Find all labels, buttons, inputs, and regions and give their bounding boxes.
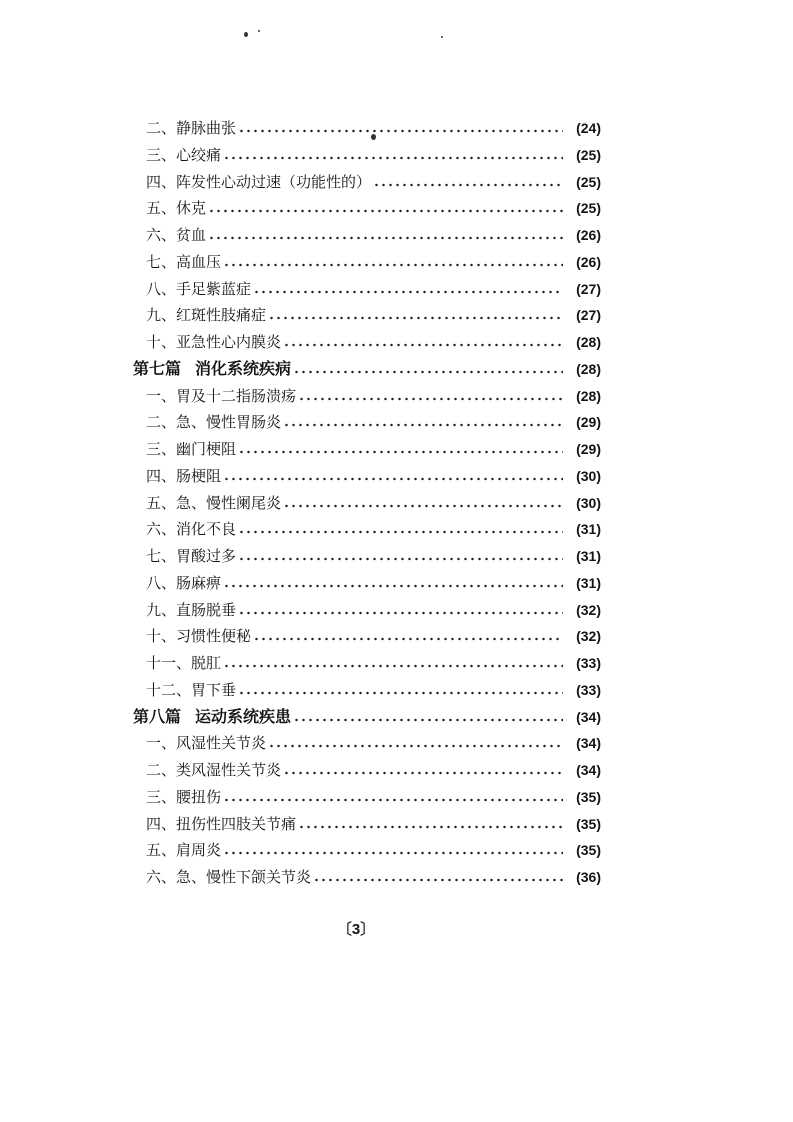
toc-page-number: (28)	[576, 388, 601, 404]
toc-title	[146, 222, 206, 248]
toc-page-number: (28)	[576, 361, 601, 377]
toc-title-text: 消化系统疾病	[195, 359, 292, 378]
toc-number: 六、	[146, 226, 177, 244]
toc-title-text: 肩周炎	[176, 841, 222, 859]
toc-title	[146, 570, 221, 596]
dot-leader	[238, 691, 563, 695]
ink-speck	[371, 134, 376, 140]
toc-title-text: 运动系统疾患	[195, 707, 292, 726]
toc-entry	[146, 436, 601, 462]
toc-title	[146, 623, 251, 649]
toc-title-text: 急、慢性阑尾炎	[176, 494, 282, 512]
toc-number: 七、	[146, 547, 177, 565]
toc-page-number: (29)	[576, 414, 601, 430]
toc-number: 二、	[146, 761, 177, 779]
toc-title	[146, 490, 281, 516]
toc-title-text: 手足紫蓝症	[176, 280, 252, 298]
toc-title-text: 扭伤性四肢关节痛	[176, 815, 297, 833]
toc-title	[146, 409, 281, 435]
dot-leader	[253, 290, 563, 294]
toc-number: 十、	[146, 333, 177, 351]
toc-entry	[146, 516, 601, 542]
toc-title	[146, 169, 371, 195]
toc-page-number: (31)	[576, 548, 601, 564]
toc-number: 九、	[146, 601, 177, 619]
toc-title-text: 急、慢性下颌关节炎	[176, 868, 312, 886]
toc-page-number: (27)	[576, 281, 601, 297]
toc-number: 七、	[146, 253, 177, 271]
dot-leader	[283, 771, 563, 775]
toc-entry	[146, 784, 601, 810]
toc-page-number: (30)	[576, 495, 601, 511]
dot-leader	[238, 530, 563, 534]
toc-title	[146, 516, 236, 542]
dot-leader	[223, 798, 563, 802]
ink-speck	[441, 36, 443, 38]
toc-page-number: (33)	[576, 682, 601, 698]
toc-entry	[146, 329, 601, 355]
dot-leader	[238, 611, 563, 615]
toc-title-text: 亚急性心内膜炎	[176, 333, 282, 351]
dot-leader	[283, 423, 563, 427]
dot-leader	[223, 584, 563, 588]
dot-leader	[223, 664, 563, 668]
toc-page-number: (34)	[576, 735, 601, 751]
toc-number: 十、	[146, 627, 177, 645]
dot-leader	[293, 718, 563, 722]
toc-title-text: 急、慢性胃肠炎	[176, 413, 282, 431]
toc-number: 十一、	[146, 654, 192, 672]
toc-title-text: 休克	[176, 199, 207, 217]
toc-entry	[146, 623, 601, 649]
toc-page-number: (32)	[576, 602, 601, 618]
toc-title-text: 脱肛	[191, 654, 222, 672]
toc-page-number: (28)	[576, 334, 601, 350]
toc-number: 五、	[146, 494, 177, 512]
toc-title-text: 静脉曲张	[176, 119, 237, 137]
toc-entry	[146, 142, 601, 168]
toc-title	[146, 864, 311, 890]
toc-number: 四、	[146, 173, 177, 191]
toc-title-text: 消化不良	[176, 520, 237, 538]
toc-page-number: (25)	[576, 147, 601, 163]
toc-title	[146, 276, 251, 302]
toc-number: 八、	[146, 574, 177, 592]
toc-title	[146, 329, 281, 355]
toc-number: 十二、	[146, 681, 192, 699]
dot-leader	[223, 851, 563, 855]
toc-number: 一、	[146, 387, 177, 405]
toc-title	[146, 730, 266, 756]
toc-title	[146, 436, 236, 462]
toc-entry	[146, 837, 601, 863]
toc-number: 四、	[146, 467, 177, 485]
toc-page-number: (31)	[576, 575, 601, 591]
toc-page-number: (24)	[576, 120, 601, 136]
toc-page-number: (27)	[576, 307, 601, 323]
toc-number: 二、	[146, 119, 177, 137]
toc-number: 四、	[146, 815, 177, 833]
toc-title	[146, 837, 221, 863]
toc-number: 八、	[146, 280, 177, 298]
dot-leader	[298, 397, 563, 401]
toc-title	[146, 543, 236, 569]
dot-leader	[253, 637, 563, 641]
toc-number: 六、	[146, 520, 177, 538]
toc-title	[146, 302, 266, 328]
toc-part-heading	[133, 356, 601, 382]
toc-number: 五、	[146, 199, 177, 217]
toc-number: 三、	[146, 440, 177, 458]
dot-leader	[223, 156, 563, 160]
toc-title	[146, 757, 281, 783]
toc-number: 第八篇	[133, 707, 182, 726]
dot-leader	[283, 504, 563, 508]
toc-page-number: (29)	[576, 441, 601, 457]
toc-title-text: 类风湿性关节炎	[176, 761, 282, 779]
toc-number: 九、	[146, 306, 177, 324]
toc-entry	[146, 730, 601, 756]
dot-leader	[223, 263, 563, 267]
toc-title	[146, 383, 296, 409]
toc-title-text: 幽门梗阻	[176, 440, 237, 458]
toc-number: 三、	[146, 788, 177, 806]
toc-entry	[146, 677, 601, 703]
toc-entry	[146, 409, 601, 435]
toc-page-number: (36)	[576, 869, 601, 885]
toc-entry	[146, 463, 601, 489]
toc-title-text: 习惯性便秘	[176, 627, 252, 645]
toc-page-number: (32)	[576, 628, 601, 644]
toc-title	[146, 811, 296, 837]
toc-title-text: 直肠脱垂	[176, 601, 237, 619]
toc-entry	[146, 757, 601, 783]
toc-entry	[146, 383, 601, 409]
toc-page-number: (30)	[576, 468, 601, 484]
toc-title-text: 胃下垂	[191, 681, 237, 699]
toc-page-number: (25)	[576, 200, 601, 216]
toc-title-text: 高血压	[176, 253, 222, 271]
dot-leader	[313, 878, 563, 882]
toc-page-number: (25)	[576, 174, 601, 190]
toc-page-number: (33)	[576, 655, 601, 671]
toc-title	[133, 356, 291, 382]
dot-leader	[238, 450, 563, 454]
toc-page-number: (26)	[576, 254, 601, 270]
toc-number: 二、	[146, 413, 177, 431]
dot-leader	[283, 343, 563, 347]
page-number: 〔3〕	[336, 921, 376, 938]
dot-leader	[293, 370, 563, 374]
toc-page-number: (35)	[576, 842, 601, 858]
toc-page-number: (34)	[576, 709, 601, 725]
toc-entry	[146, 249, 601, 275]
toc-title-text: 肠梗阻	[176, 467, 222, 485]
toc-title-text: 胃酸过多	[176, 547, 237, 565]
dot-leader	[268, 744, 563, 748]
dot-leader	[223, 477, 563, 481]
toc-title	[146, 650, 221, 676]
toc-part-heading	[133, 704, 601, 730]
toc-page-number: (31)	[576, 521, 601, 537]
ink-speck	[258, 30, 260, 32]
dot-leader	[208, 209, 563, 213]
toc-title	[146, 115, 236, 141]
toc-title-text: 腰扭伤	[176, 788, 222, 806]
toc-title	[146, 677, 236, 703]
dot-leader	[373, 183, 563, 187]
toc-entry	[146, 302, 601, 328]
toc-title-text: 红斑性肢痛症	[176, 306, 267, 324]
toc-title-text: 风湿性关节炎	[176, 734, 267, 752]
toc-entry	[146, 222, 601, 248]
toc-title	[146, 597, 236, 623]
toc-title	[146, 463, 221, 489]
toc-entry	[146, 597, 601, 623]
toc-entry	[146, 195, 601, 221]
toc-title	[146, 195, 206, 221]
toc-number: 第七篇	[133, 359, 182, 378]
toc-page-number: (35)	[576, 789, 601, 805]
toc-entry	[146, 811, 601, 837]
toc-title-text: 心绞痛	[176, 146, 222, 164]
toc-page-number: (34)	[576, 762, 601, 778]
toc-entry	[146, 276, 601, 302]
toc-number: 五、	[146, 841, 177, 859]
toc-entry	[146, 650, 601, 676]
toc-title-text: 阵发性心动过速（功能性的）	[176, 173, 372, 191]
toc-title	[146, 249, 221, 275]
toc-entry	[146, 570, 601, 596]
toc-page-number: (26)	[576, 227, 601, 243]
toc-number: 三、	[146, 146, 177, 164]
dot-leader	[208, 236, 563, 240]
toc-entry	[146, 169, 601, 195]
toc-entry	[146, 864, 601, 890]
dot-leader	[298, 825, 563, 829]
toc-title	[146, 784, 221, 810]
toc-entry	[146, 490, 601, 516]
toc-number: 六、	[146, 868, 177, 886]
ink-speck	[244, 32, 248, 37]
dot-leader	[268, 316, 563, 320]
toc-page-number: (35)	[576, 816, 601, 832]
toc-title-text: 胃及十二指肠溃疡	[176, 387, 297, 405]
toc-title-text: 贫血	[176, 226, 207, 244]
dot-leader	[238, 129, 563, 133]
dot-leader	[238, 557, 563, 561]
toc-title	[133, 704, 291, 730]
toc-title	[146, 142, 221, 168]
toc-number: 一、	[146, 734, 177, 752]
toc-title-text: 肠麻痹	[176, 574, 222, 592]
toc-entry	[146, 543, 601, 569]
